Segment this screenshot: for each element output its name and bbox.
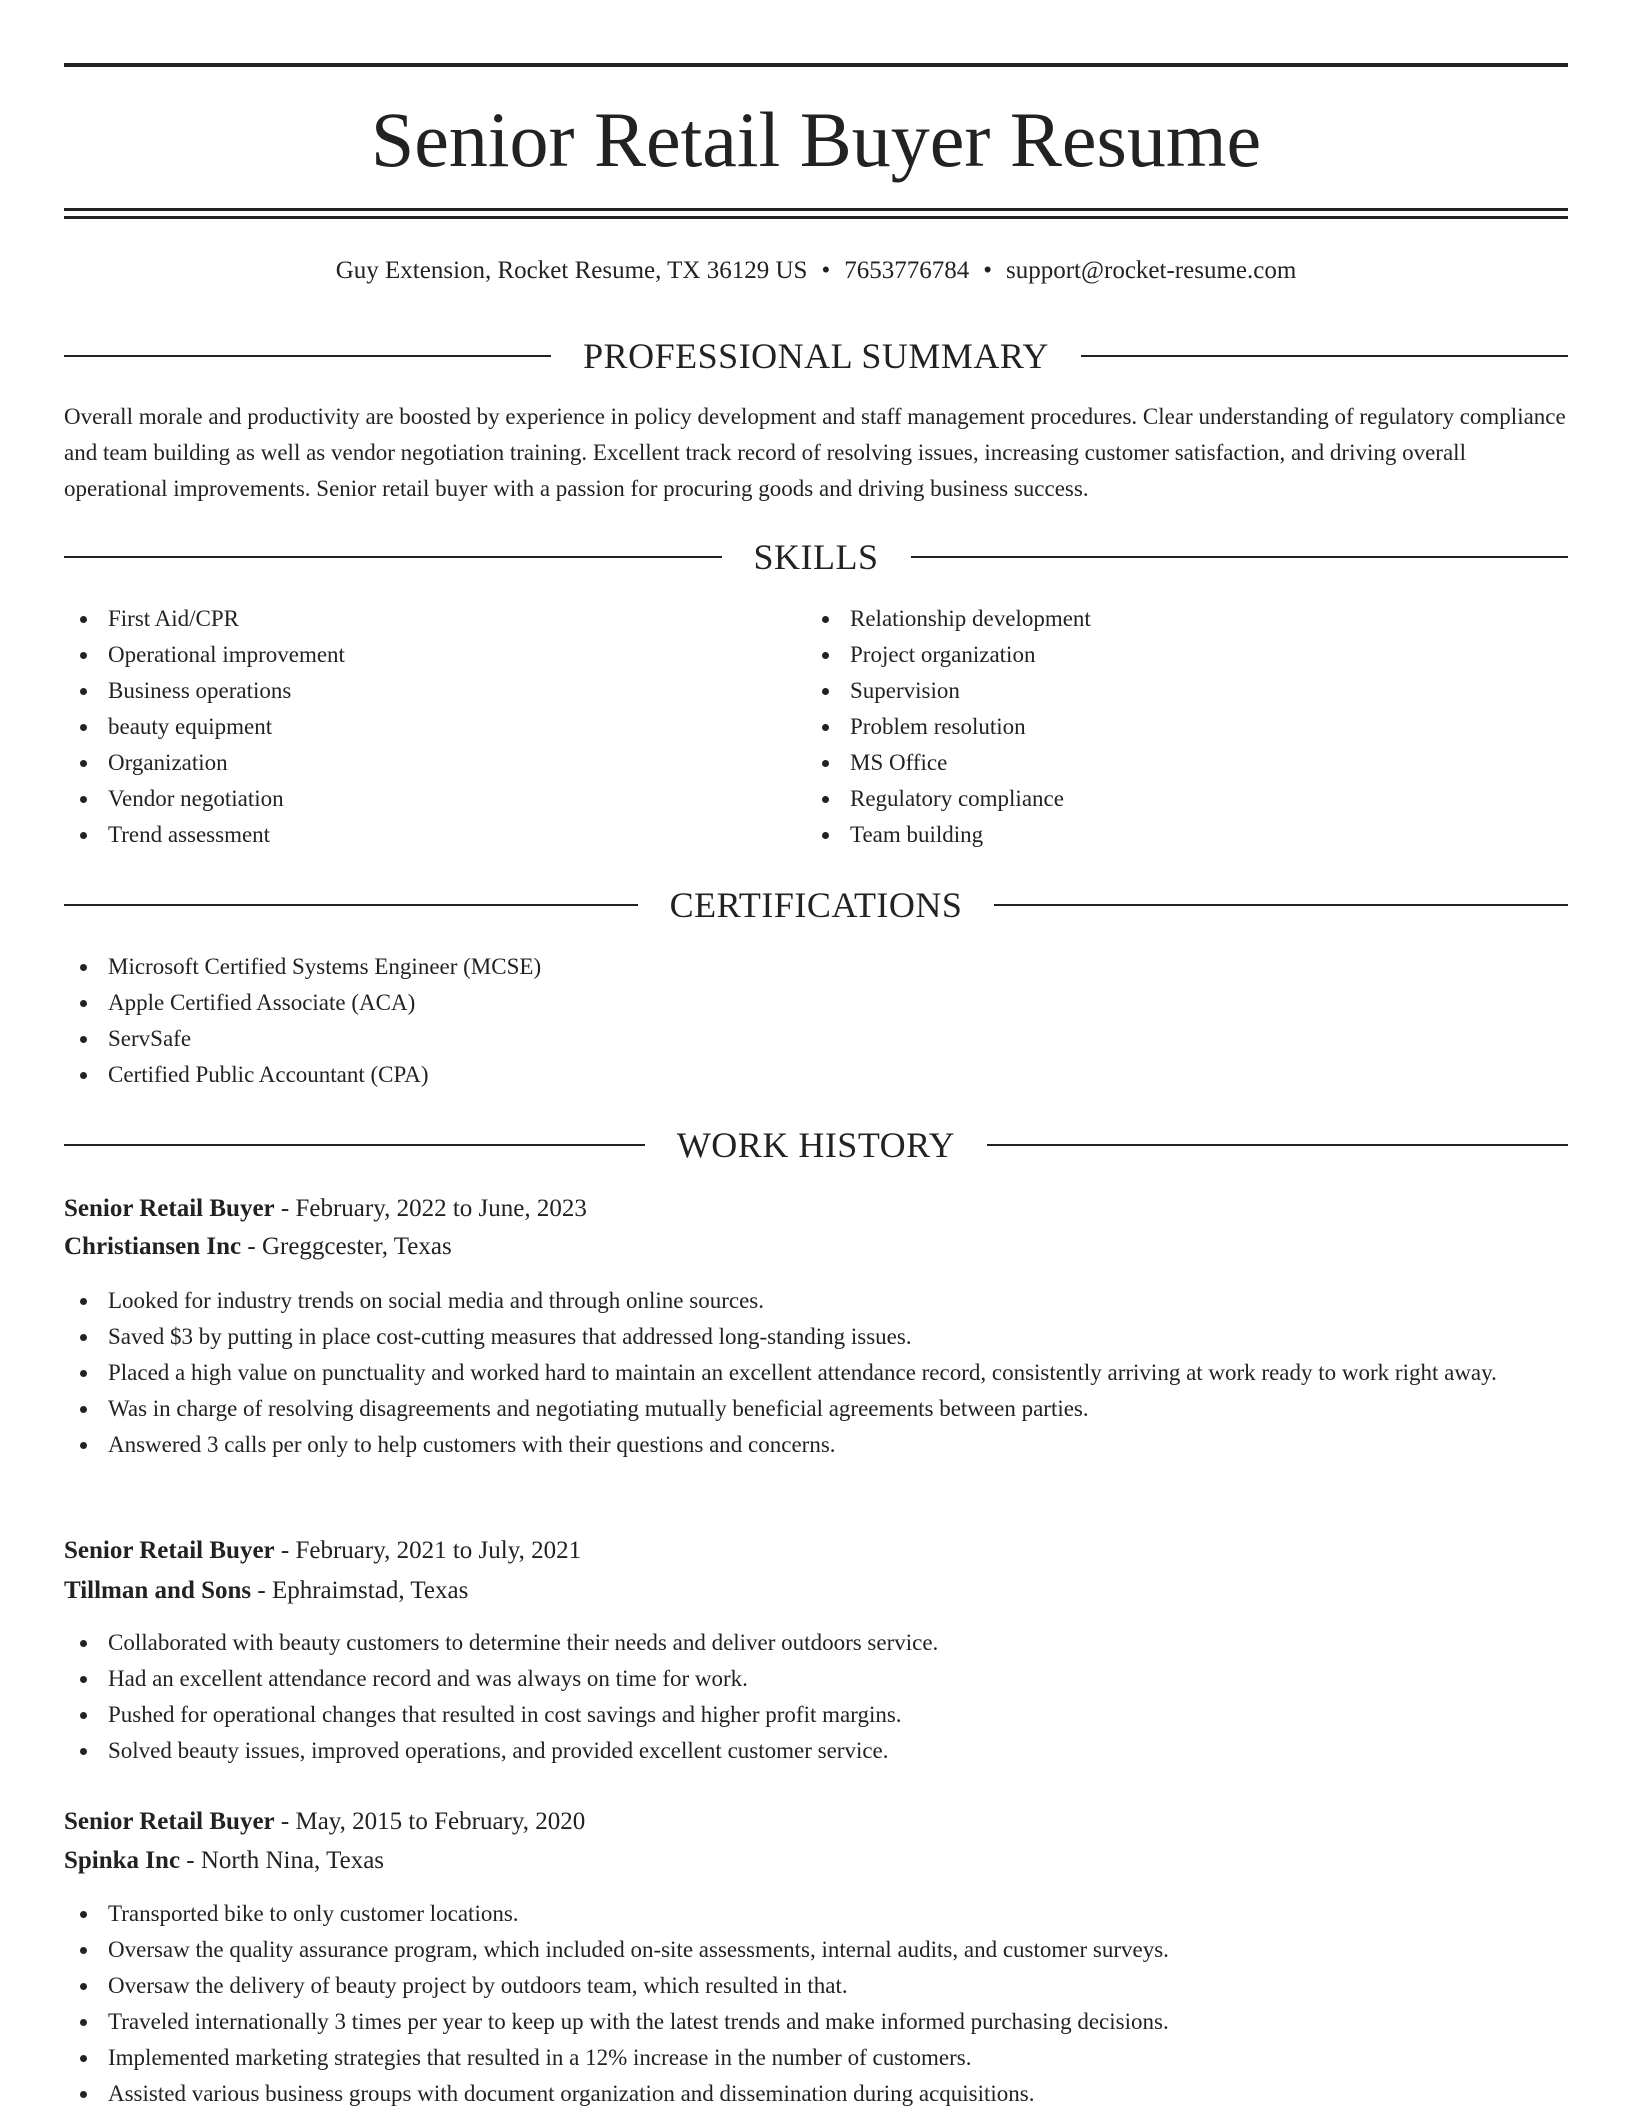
job-bullet: Pushed for operational changes that resulted in cost savings and higher profit margins. bbox=[64, 1697, 1568, 1733]
skill-item: MS Office bbox=[806, 745, 1526, 781]
job-title: Senior Retail Buyer bbox=[64, 1195, 275, 1222]
certifications-list bbox=[64, 949, 1568, 1093]
section-title: WORK HISTORY bbox=[676, 1125, 956, 1165]
skill-item: Vendor negotiation bbox=[64, 781, 784, 817]
title-rule-lower bbox=[64, 216, 1568, 219]
job-bullets bbox=[64, 1283, 1568, 1463]
skill-item: Relationship development bbox=[806, 601, 1526, 637]
job-bullet: Had an excellent attendance record and was always on time for work. bbox=[64, 1661, 1568, 1697]
job-location: - North Nina, Texas bbox=[180, 1847, 385, 1874]
section-heading-certifications bbox=[64, 883, 1568, 927]
section-heading-skills bbox=[64, 535, 1568, 579]
skill-item: First Aid/CPR bbox=[64, 601, 784, 637]
job-bullet: Implemented marketing strategies that resulted in a 12% increase in the number of customers. bbox=[64, 2040, 1568, 2076]
heading-line bbox=[994, 904, 1568, 906]
job-bullet: Answered 3 calls per only to help customers with their questions and concerns. bbox=[64, 1427, 1568, 1463]
certification-item: Certified Public Accountant (CPA) bbox=[64, 1057, 1568, 1093]
job-company-line bbox=[64, 1573, 468, 1609]
job-location: - Ephraimstad, Texas bbox=[251, 1577, 469, 1604]
section-heading-summary bbox=[64, 334, 1568, 378]
job-company: Christiansen Inc bbox=[64, 1233, 242, 1260]
skills-list-right bbox=[806, 601, 1526, 853]
job-bullet: Oversaw the delivery of beauty project by outdoors team, which resulted in that. bbox=[64, 1968, 1568, 2004]
job-dates: - February, 2021 to July, 2021 bbox=[274, 1537, 582, 1564]
heading-line bbox=[64, 1144, 645, 1146]
job-bullet: Saved $3 by putting in place cost-cutting measures that addressed long-standing issues. bbox=[64, 1319, 1568, 1355]
job-company: Spinka Inc bbox=[64, 1847, 181, 1874]
job-title: Senior Retail Buyer bbox=[64, 1537, 275, 1564]
job-bullet: Assisted various business groups with document organization and dissemination during acquisitions. bbox=[64, 2076, 1568, 2112]
job-bullet: Solved beauty issues, improved operations, and provided excellent customer service. bbox=[64, 1733, 1568, 1769]
job-bullet: Collaborated with beauty customers to determine their needs and deliver outdoors service. bbox=[64, 1625, 1568, 1661]
skill-item: Problem resolution bbox=[806, 709, 1526, 745]
job-company-line bbox=[64, 1229, 452, 1265]
contact-line bbox=[64, 254, 1568, 288]
job-bullet: Placed a high value on punctuality and worked hard to maintain an excellent attendance record, consistently arriving at work ready to work right away. bbox=[64, 1355, 1568, 1391]
contact-email: support@rocket-resume.com bbox=[1005, 257, 1297, 284]
skill-item: Business operations bbox=[64, 673, 784, 709]
job-title-line bbox=[64, 1533, 581, 1569]
heading-line bbox=[911, 556, 1569, 558]
certification-item: ServSafe bbox=[64, 1021, 1568, 1057]
heading-line bbox=[1081, 355, 1568, 357]
contact-separator: • bbox=[821, 257, 831, 284]
contact-address: Guy Extension, Rocket Resume, TX 36129 US bbox=[335, 257, 808, 284]
job-title: Senior Retail Buyer bbox=[64, 1808, 275, 1835]
job-company-line bbox=[64, 1843, 384, 1879]
job-bullet: Traveled internationally 3 times per year to keep up with the latest trends and make informed purchasing decisions. bbox=[64, 2004, 1568, 2040]
job-dates: - May, 2015 to February, 2020 bbox=[274, 1808, 586, 1835]
skill-item: Operational improvement bbox=[64, 637, 784, 673]
skill-item: Supervision bbox=[806, 673, 1526, 709]
job-title-line bbox=[64, 1191, 587, 1227]
resume-title: Senior Retail Buyer Resume bbox=[370, 96, 1262, 183]
certification-item: Apple Certified Associate (ACA) bbox=[64, 985, 1568, 1021]
heading-line bbox=[64, 904, 638, 906]
heading-line bbox=[64, 556, 722, 558]
job-bullets bbox=[64, 1896, 1568, 2112]
skill-item: beauty equipment bbox=[64, 709, 784, 745]
skill-item: Organization bbox=[64, 745, 784, 781]
job-bullets bbox=[64, 1625, 1568, 1769]
top-rule bbox=[64, 63, 1568, 67]
job-location: - Greggcester, Texas bbox=[241, 1233, 452, 1260]
section-title: PROFESSIONAL SUMMARY bbox=[583, 336, 1049, 376]
job-dates: - February, 2022 to June, 2023 bbox=[274, 1195, 587, 1222]
skill-item: Team building bbox=[806, 817, 1526, 853]
job-bullet: Oversaw the quality assurance program, which included on-site assessments, internal audits, and customer surveys. bbox=[64, 1932, 1568, 1968]
summary-text: Overall morale and productivity are boosted by experience in policy development and staff management procedures. Clear understanding of regulatory compliance and team building as well as vendor negotiation training. Excellent track record of resolving issues, increasing customer satisfaction, and driving overall operational improvements. Senior retail buyer with a passion for procuring goods and driving business success. bbox=[64, 404, 1566, 501]
section-title: CERTIFICATIONS bbox=[669, 885, 963, 925]
heading-line bbox=[987, 1144, 1568, 1146]
job-bullet: Was in charge of resolving disagreements and negotiating mutually beneficial agreements between parties. bbox=[64, 1391, 1568, 1427]
skill-item: Trend assessment bbox=[64, 817, 784, 853]
job-bullet: Transported bike to only customer locations. bbox=[64, 1896, 1568, 1932]
skill-item: Regulatory compliance bbox=[806, 781, 1526, 817]
certification-item: Microsoft Certified Systems Engineer (MCSE) bbox=[64, 949, 1568, 985]
job-title-line bbox=[64, 1804, 585, 1840]
section-title: SKILLS bbox=[753, 537, 879, 577]
contact-phone: 7653776784 bbox=[844, 257, 970, 284]
job-bullet: Looked for industry trends on social media and through online sources. bbox=[64, 1283, 1568, 1319]
title-rule-upper bbox=[64, 208, 1568, 211]
contact-separator: • bbox=[983, 257, 992, 284]
skill-item: Project organization bbox=[806, 637, 1526, 673]
section-heading-work-history bbox=[64, 1123, 1568, 1167]
job-company: Tillman and Sons bbox=[64, 1577, 252, 1604]
heading-line bbox=[64, 355, 551, 357]
skills-list-left bbox=[64, 601, 784, 853]
